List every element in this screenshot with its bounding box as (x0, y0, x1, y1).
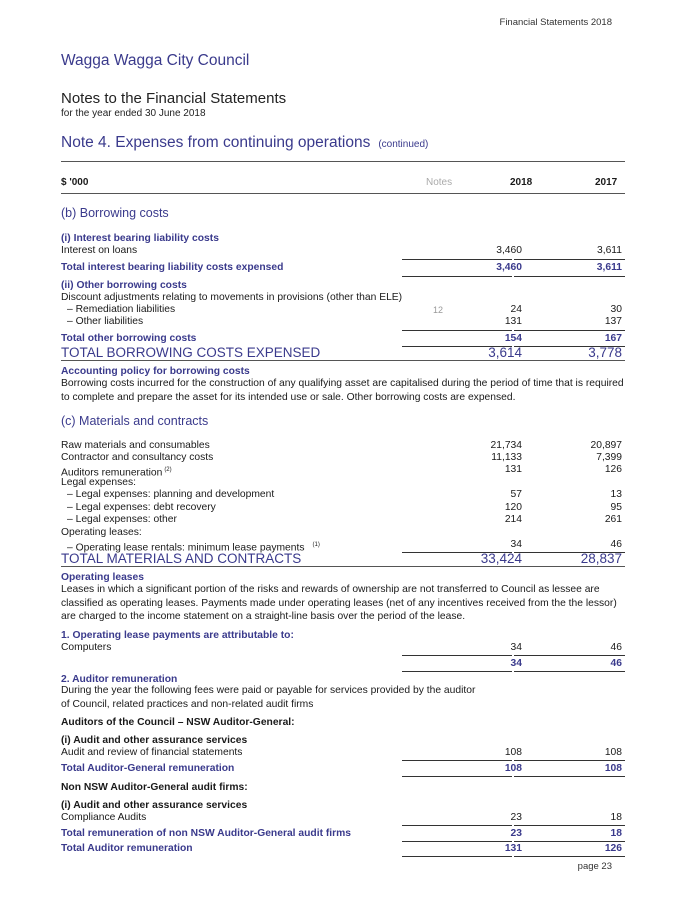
subheading: 1. Operating lease payments are attributable to: (61, 630, 294, 641)
table-row: Auditors remuneration $^{(2)}$ 131 126 (61, 464, 622, 479)
section-materials-title: (c) Materials and contracts (61, 414, 209, 428)
subheading: Non NSW Auditor-General audit firms: (61, 782, 248, 793)
table-row: Discount adjustments relating to movements in provisions (other than ELE) (61, 292, 403, 303)
page-number: page 23 (577, 861, 612, 872)
total-row: Total Auditor-General remuneration 108 108 (61, 763, 622, 774)
column-header-rule (61, 193, 625, 194)
table-row: – Legal expenses: other 214 261 (67, 514, 622, 525)
table-row: Operating leases: (61, 527, 142, 538)
unit-header: $ '000 (61, 177, 89, 188)
table-row: Interest on loans 3,460 3,611 (61, 245, 622, 256)
table-row: – Remediation liabilities 12 24 30 (67, 304, 622, 315)
policy-text: Borrowing costs incurred for the construction of any qualifying asset are capitalised during the period of time that is required to complete and prepare the asset for its intended use or sale. Other borrowing costs are expensed. (61, 378, 624, 403)
notes-header: Notes (426, 177, 453, 188)
total-row: Total interest bearing liability costs expensed 3,460 3,611 (61, 262, 622, 273)
heading-rule (61, 161, 625, 162)
total-rule (61, 566, 625, 567)
table-row: – Other liabilities 131 137 (67, 316, 622, 327)
total-row: Total Auditor remuneration 131 126 (61, 843, 622, 854)
table-row: – Legal expenses: debt recovery 120 95 (67, 502, 622, 513)
period-subtitle: for the year ended 30 June 2018 (61, 108, 206, 119)
policy-title: Accounting policy for borrowing costs (61, 366, 250, 377)
page-title: Notes to the Financial Statements (61, 90, 287, 107)
table-row: – Legal expenses: planning and development 57 13 (67, 489, 622, 500)
total-row: Total remuneration of non NSW Auditor-General audit firms 23 18 (61, 828, 622, 839)
document-header: Financial Statements 2018 (499, 17, 612, 28)
operating-leases-title: Operating leases (61, 572, 144, 583)
table-row: Contractor and consultancy costs 11,133 7,399 (61, 452, 622, 463)
section-borrowing-title: (b) Borrowing costs (61, 206, 169, 220)
table-row: Raw materials and consumables 21,734 20,897 (61, 440, 622, 451)
table-row: – Operating lease rentals: minimum lease payments $^{(1)}$ 34 46 (67, 539, 622, 554)
table-row: Legal expenses: (61, 477, 136, 488)
total-row: 34 46 (510, 658, 622, 669)
grand-total-row: TOTAL MATERIALS AND CONTRACTS 33,424 28,837 (61, 551, 622, 566)
council-name: Wagga Wagga City Council (61, 52, 250, 69)
total-row: Total other borrowing costs 154 167 (61, 333, 622, 344)
table-row: Audit and review of financial statements 108 108 (61, 747, 622, 758)
subheading: (ii) Other borrowing costs (61, 280, 187, 291)
table-row: Compliance Audits 23 18 (61, 812, 622, 823)
subheading: 2. Auditor remuneration (61, 674, 178, 685)
subheading: (i) Audit and other assurance services (61, 735, 248, 746)
subheading: (i) Audit and other assurance services (61, 800, 248, 811)
subheading: Auditors of the Council – NSW Auditor-General: (61, 717, 295, 728)
auditor-text: During the year the following fees were paid or payable for services provided by the auditor of Council, related practices and non-related audit firms (61, 685, 476, 710)
grand-total-row: TOTAL BORROWING COSTS EXPENSED 3,614 3,778 (61, 345, 622, 360)
total-rule (61, 360, 625, 361)
year-2017-header: 2017 (595, 177, 618, 188)
note-heading: Note 4. Expenses from continuing operations (continued) (61, 134, 429, 151)
subheading: (i) Interest bearing liability costs (61, 233, 219, 244)
operating-leases-text: Leases in which a significant portion of the risks and rewards of ownership are not transferred to Council as lessee are classified as operating leases. Payments made under operating leases (net of any incentives received from the the lessor) are charged to the income statement on a straight-line basis over the period of the lease. (61, 584, 617, 622)
table-row: Computers 34 46 (61, 642, 622, 653)
year-2018-header: 2018 (510, 177, 533, 188)
